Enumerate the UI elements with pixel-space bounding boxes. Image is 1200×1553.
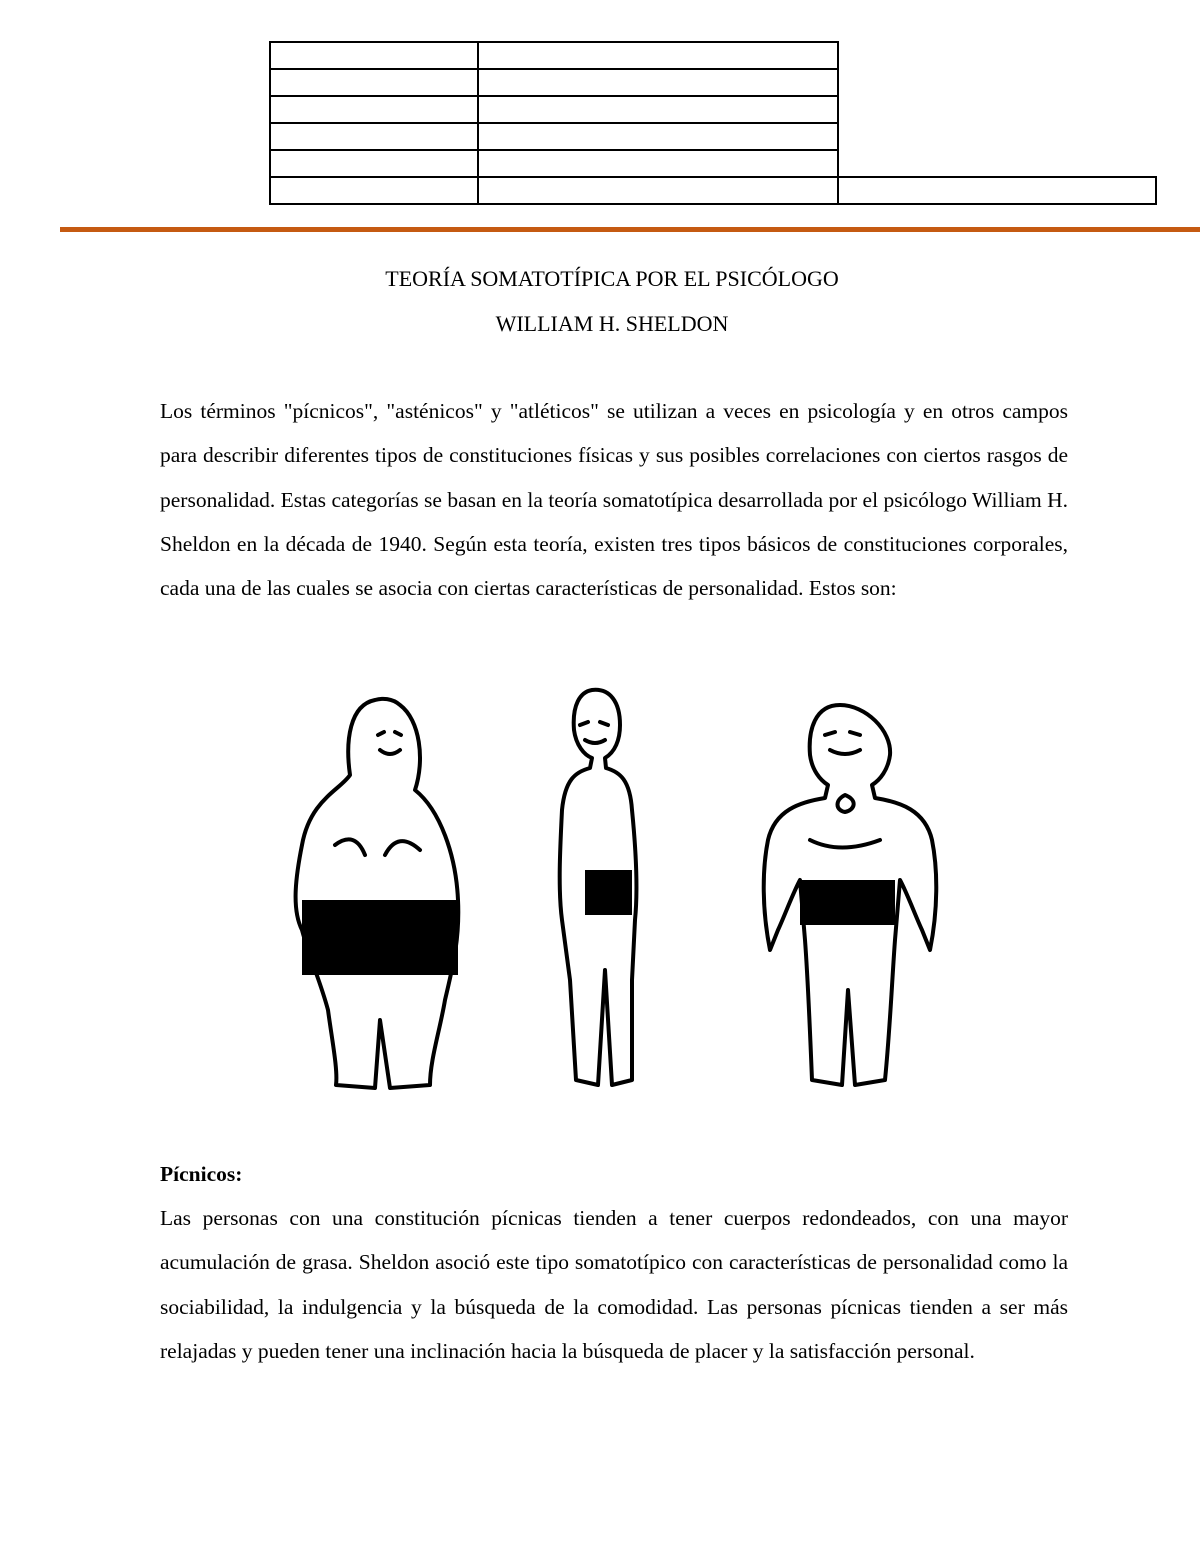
header-table-row (270, 96, 1156, 123)
header-table-cell (270, 42, 478, 69)
header-table-row (270, 42, 1156, 69)
header-table-cell (478, 123, 838, 150)
header-table-cell (270, 123, 478, 150)
header-table-cell (270, 69, 478, 96)
header-table-row (270, 69, 1156, 96)
intro-paragraph: Los términos "pícnicos", "asténicos" y "atléticos" se utilizan a veces en psicología y en otros campos para describir diferentes tipos de constituciones físicas y sus posibles correlaciones con ciertos rasgos de personalidad. Estas categorías se basan en la teoría somatotípica desarrollada por el psicólogo William H. Sheldon en la década de 1940. Según esta teoría, existen tres tipos básicos de constituciones corporales, cada una de las cuales se asocia con ciertas características de personalidad. Estos son: (160, 399, 1068, 601)
header-table-row (270, 150, 1156, 177)
header-table-cell (270, 177, 478, 204)
header-table-cell (478, 150, 838, 177)
section-heading-picnicos: Pícnicos: (160, 1162, 243, 1186)
header-table-blank (838, 123, 1156, 150)
header-table-blank (838, 150, 1156, 177)
endomorph-figure-icon (296, 699, 459, 1088)
header-table-cell (838, 177, 1156, 204)
header-table-row (270, 177, 1156, 204)
document-title-line-2: WILLIAM H. SHELDON (495, 311, 729, 336)
header-table-cell (478, 177, 838, 204)
header-table-blank (838, 69, 1156, 96)
picnicos-paragraph: Las personas con una constitución pícnicas tienden a tener cuerpos redondeados, con una mayor acumulación de grasa. Sheldon asoció este tipo somatotípico con características de personalidad como la sociabilidad, la indulgencia y la búsqueda de la comodidad. Las personas pícnicas tienden a ser más relajadas y pueden tener una inclinación hacia la búsqueda de placer y la satisfacción personal. (160, 1206, 1068, 1363)
header-table-blank (838, 96, 1156, 123)
header-table-cell (478, 42, 838, 69)
document-title-line-1: TEORÍA SOMATOTÍPICA POR EL PSICÓLOGO (385, 266, 839, 291)
header-table-cell (270, 150, 478, 177)
header-table-blank (838, 42, 1156, 69)
header-divider (60, 227, 1200, 232)
somatotype-figures (280, 680, 960, 1100)
header-table-row (270, 123, 1156, 150)
header-table (269, 41, 1157, 205)
header-table-cell (270, 96, 478, 123)
header-table-cell (478, 69, 838, 96)
header-table-cell (478, 96, 838, 123)
